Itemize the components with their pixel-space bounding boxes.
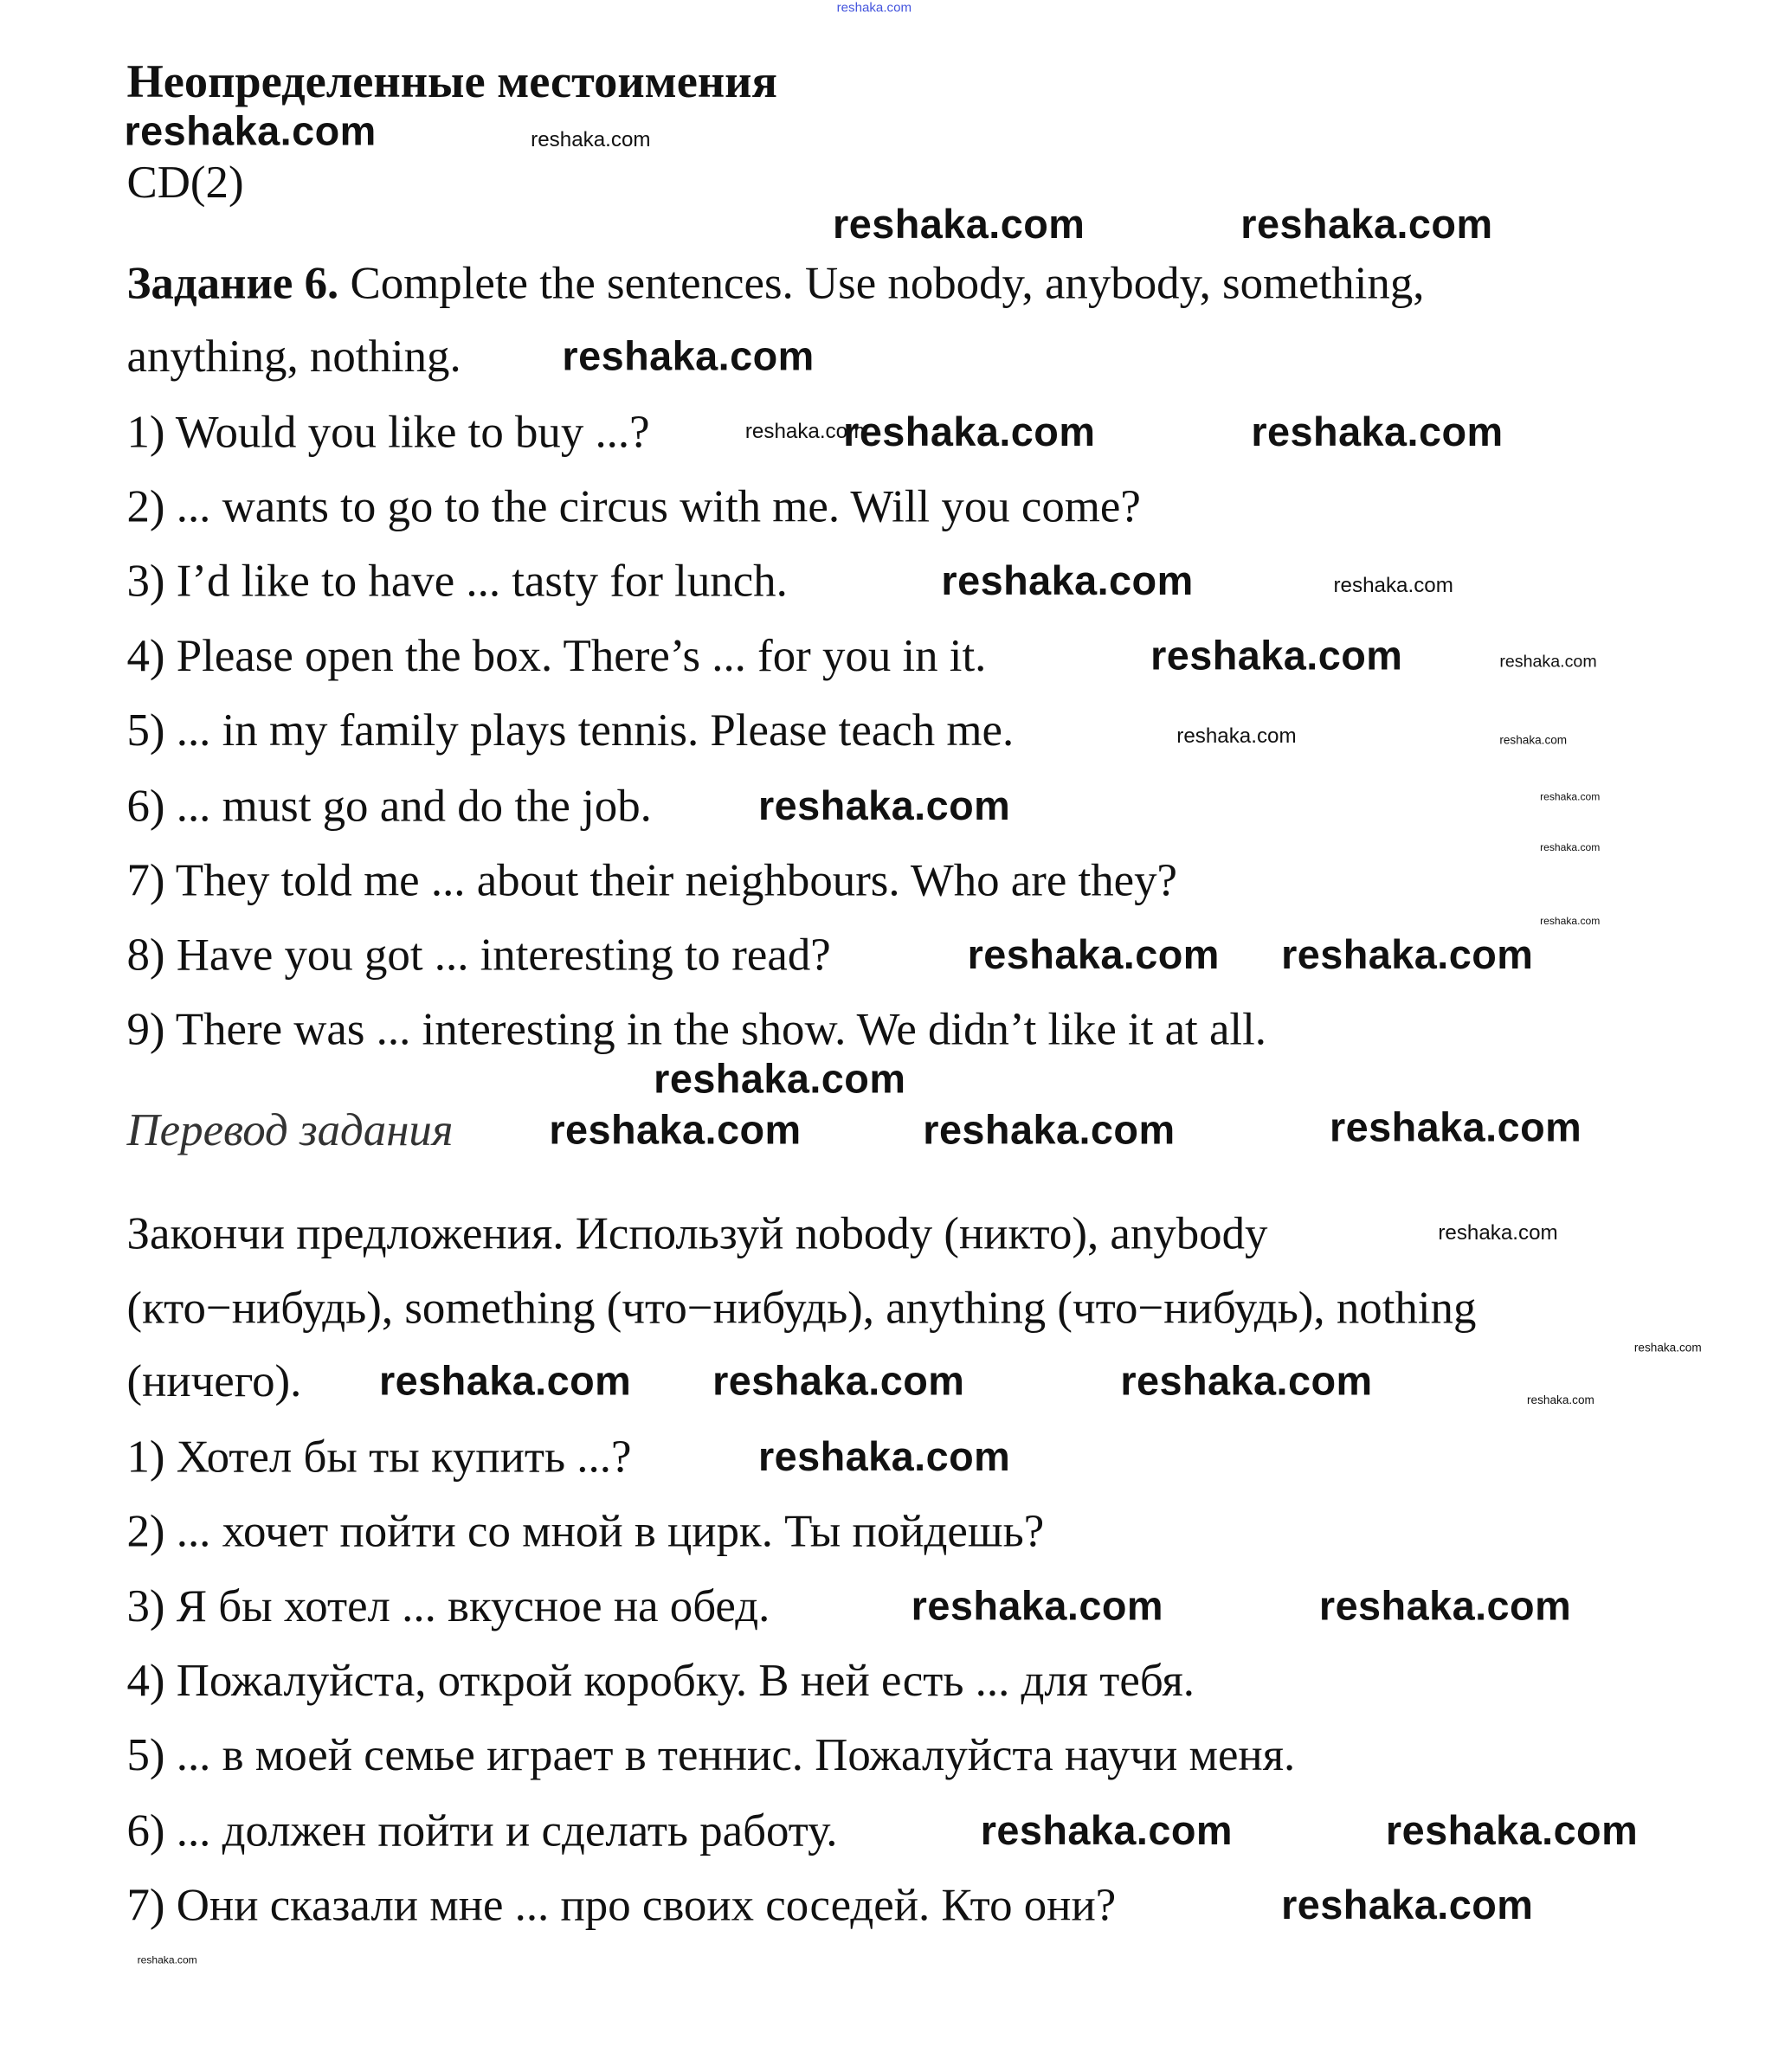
watermark: reshaka.com xyxy=(1120,1358,1373,1405)
watermark: reshaka.com xyxy=(757,782,1011,829)
watermark: reshaka.com xyxy=(549,1107,802,1154)
translation-item: 3) Я бы хотел ... вкусное на обед. xyxy=(126,1580,770,1631)
page-title: Неопределенные местоимения xyxy=(126,55,777,107)
task-item: 2) ... wants to go to the circus with me. Will you come? xyxy=(126,480,1141,532)
translation-heading: Перевод задания xyxy=(126,1104,454,1156)
watermark: reshaka.com xyxy=(1176,725,1297,748)
watermark: reshaka.com xyxy=(833,201,1085,248)
watermark: reshaka.com xyxy=(1329,1104,1582,1151)
task-item: 6) ... must go and do the job. xyxy=(126,780,652,832)
watermark: reshaka.com xyxy=(1240,201,1493,248)
task-item: 5) ... in my family plays tennis. Please teach me. xyxy=(126,705,1015,756)
watermark: reshaka.com xyxy=(712,1358,965,1405)
watermark: reshaka.com xyxy=(1527,1393,1594,1407)
translation-item: 6) ... должен пойти и сделать работу. xyxy=(126,1805,838,1856)
task-item: 8) Have you got ... interesting to read? xyxy=(126,929,831,981)
task-instruction xyxy=(126,258,1424,310)
translation-item: 7) Они сказали мне ... про своих соседей. Кто они? xyxy=(126,1879,1117,1931)
task-instruction-line2: anything, nothing. xyxy=(126,331,461,383)
watermark: reshaka.com xyxy=(124,108,377,155)
watermark: reshaka.com xyxy=(1385,1807,1639,1854)
watermark: reshaka.com xyxy=(1633,1341,1702,1355)
task-item: 1) Would you like to buy ...? xyxy=(126,406,650,458)
watermark: reshaka.com xyxy=(1318,1582,1572,1629)
watermark: reshaka.com xyxy=(843,409,1096,455)
watermark: reshaka.com xyxy=(941,557,1194,604)
watermark: reshaka.com xyxy=(1540,915,1601,927)
translation-line: (кто−нибудь), something (что−нибудь), anything (что−нибудь), nothing xyxy=(126,1282,1477,1334)
watermark: reshaka.com xyxy=(378,1358,632,1405)
watermark: reshaka.com xyxy=(836,1,912,16)
watermark: reshaka.com xyxy=(1251,409,1504,455)
task-item: 4) Please open the box. There’s ... for you in it. xyxy=(126,629,987,681)
watermark: reshaka.com xyxy=(744,421,866,443)
watermark: reshaka.com xyxy=(654,1056,906,1103)
watermark: reshaka.com xyxy=(911,1582,1163,1629)
watermark: reshaka.com xyxy=(967,931,1220,978)
watermark: reshaka.com xyxy=(923,1107,1176,1154)
cd-label: CD(2) xyxy=(126,157,244,209)
translation-line: Закончи предложения. Используй nobody (никто), anybody xyxy=(126,1207,1268,1259)
watermark: reshaka.com xyxy=(1499,733,1568,747)
watermark: reshaka.com xyxy=(757,1433,1011,1480)
watermark: reshaka.com xyxy=(1540,790,1601,803)
watermark: reshaka.com xyxy=(1499,651,1597,671)
translation-item: 4) Пожалуйста, открой коробку. В ней есть ... для тебя. xyxy=(126,1655,1195,1706)
watermark: reshaka.com xyxy=(1540,841,1601,854)
watermark: reshaka.com xyxy=(1281,1882,1534,1928)
task-item: 9) There was ... interesting in the show. We didn’t like it at all. xyxy=(126,1003,1267,1055)
watermark: reshaka.com xyxy=(1333,575,1453,598)
translation-item: 2) ... хочет пойти со мной в цирк. Ты пойдешь? xyxy=(126,1505,1045,1557)
task-instruction-line1: Complete the sentences. Use nobody, anybody, something, xyxy=(350,257,1425,309)
watermark: reshaka.com xyxy=(531,129,651,152)
watermark: reshaka.com xyxy=(562,333,815,379)
translation-line: (ничего). xyxy=(126,1355,302,1407)
translation-item: 5) ... в моей семье играет в теннис. Пожалуйста научи меня. xyxy=(126,1729,1296,1781)
watermark: reshaka.com xyxy=(137,1953,197,1966)
watermark: reshaka.com xyxy=(980,1807,1234,1854)
task-item: 3) I’d like to have ... tasty for lunch. xyxy=(126,555,788,607)
task-label: Задание 6. xyxy=(126,257,339,309)
watermark: reshaka.com xyxy=(1281,931,1534,978)
task-item: 7) They told me ... about their neighbours. Who are they? xyxy=(126,854,1178,906)
watermark: reshaka.com xyxy=(1150,632,1403,679)
translation-item: 1) Хотел бы ты купить ...? xyxy=(126,1431,632,1483)
watermark: reshaka.com xyxy=(1438,1222,1558,1245)
